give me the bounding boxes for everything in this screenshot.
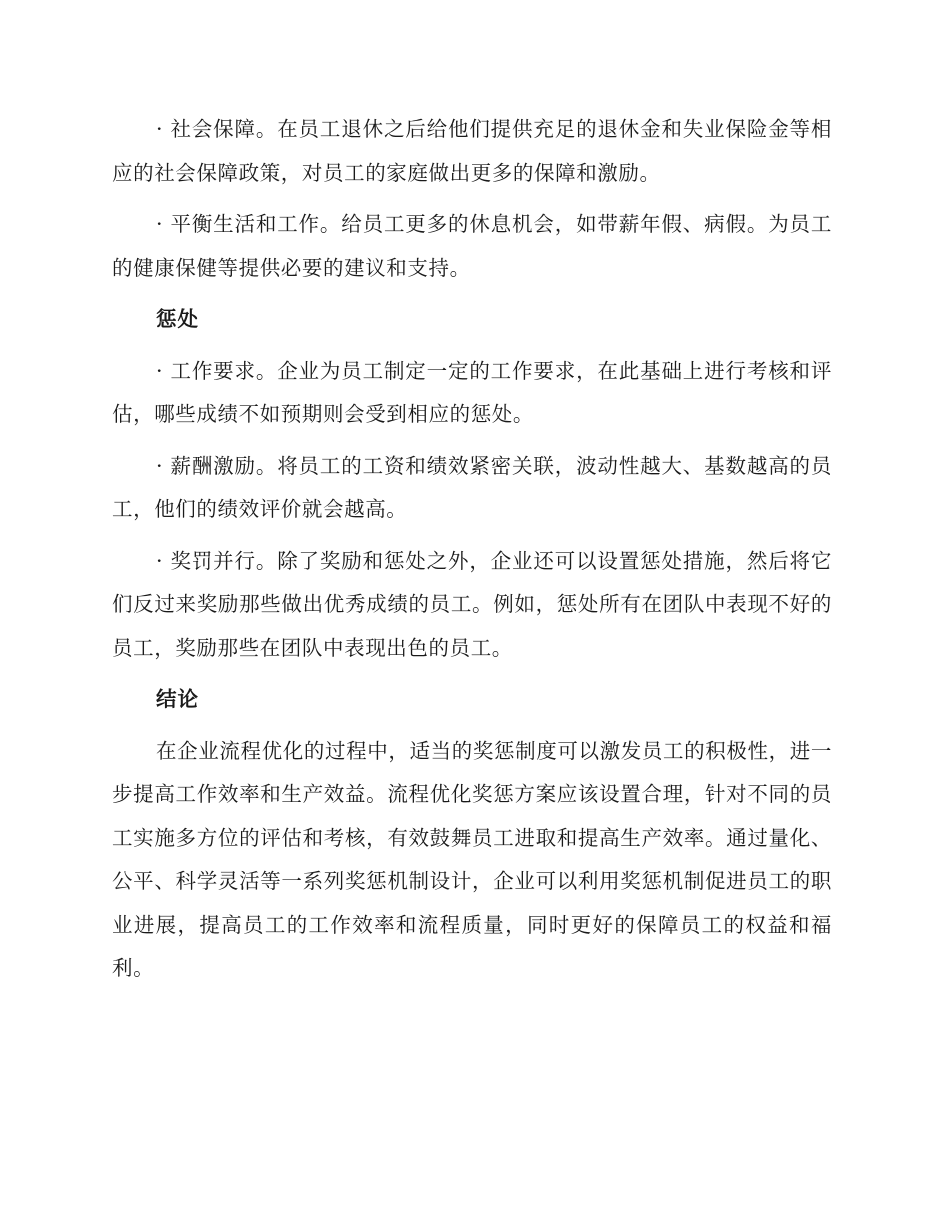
paragraph-salary-incentive: · 薪酬激励。将员工的工资和绩效紧密关联，波动性越大、基数越高的员工，他们的绩效评价就会越高。 (112, 453, 832, 521)
paragraph-work-requirements: · 工作要求。企业为员工制定一定的工作要求，在此基础上进行考核和评估，哪些成绩不如预期则会受到相应的惩处。 (112, 358, 832, 426)
paragraph-work-life-balance: · 平衡生活和工作。给员工更多的休息机会，如带薪年假、病假。为员工的健康保健等提供必要的建议和支持。 (112, 212, 832, 280)
section-heading-conclusion: 结论 (156, 687, 199, 711)
paragraph-reward-punishment: · 奖罚并行。除了奖励和惩处之外，企业还可以设置惩处措施，然后将它们反过来奖励那些做出优秀成绩的员工。例如，惩处所有在团队中表现不好的员工，奖励那些在团队中表现出色的员工。 (112, 548, 832, 660)
paragraph-social-security: · 社会保障。在员工退休之后给他们提供充足的退休金和失业保险金等相应的社会保障政策，对员工的家庭做出更多的保障和激励。 (112, 117, 832, 185)
document-page (112, 108, 832, 999)
section-heading-punishment: 惩处 (156, 307, 199, 331)
paragraph-conclusion: 在企业流程优化的过程中，适当的奖惩制度可以激发员工的积极性，进一步提高工作效率和生产效益。流程优化奖惩方案应该设置合理，针对不同的员工实施多方位的评估和考核，有效鼓舞员工进取和提高生产效率。通过量化、公平、科学灵活等一系列奖惩机制设计，企业可以利用奖惩机制促进员工的职业进展，提高员工的工作效率和流程质量，同时更好的保障员工的权益和福利。 (112, 738, 832, 980)
